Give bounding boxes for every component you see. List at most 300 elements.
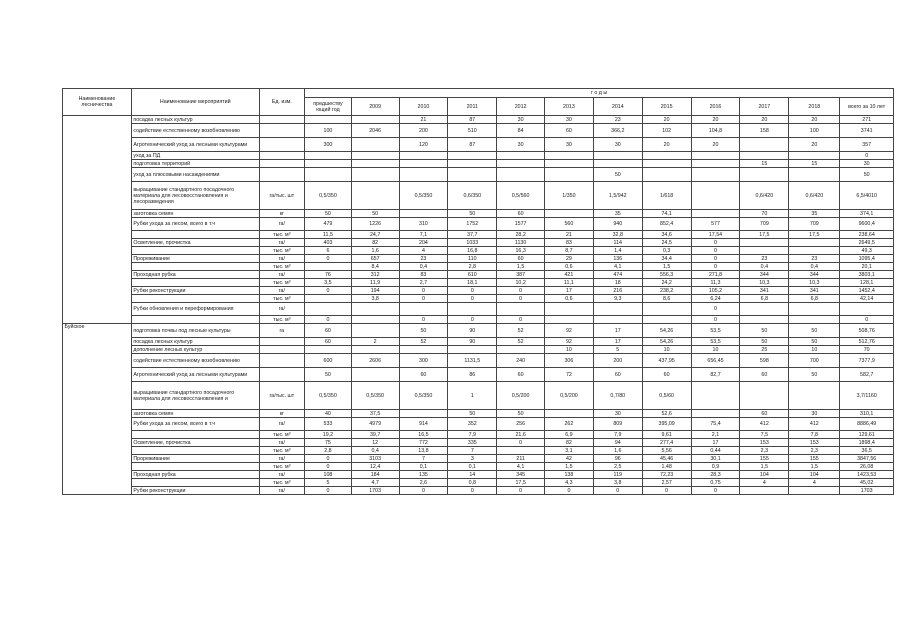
value-cell <box>399 410 448 418</box>
value-cell: 366,2 <box>593 124 642 138</box>
value-cell <box>740 138 789 152</box>
unit-cell: га/ <box>259 239 305 247</box>
value-cell: 1,5/942 <box>593 182 642 210</box>
value-cell: 102 <box>642 124 691 138</box>
activity-cell <box>131 447 259 455</box>
value-cell: 30 <box>544 138 593 152</box>
activity-cell <box>131 279 259 287</box>
value-cell: 2 <box>351 338 399 346</box>
unit-cell: тыс. м³ <box>259 463 305 471</box>
unit-cell: га/ <box>259 418 305 431</box>
value-cell <box>789 152 840 160</box>
value-cell: 30,1 <box>691 455 740 463</box>
unit-cell: тыс. м³ <box>259 431 305 439</box>
value-cell: 277,4 <box>642 439 691 447</box>
unit-cell <box>259 338 305 346</box>
value-cell: 1,5 <box>544 463 593 471</box>
value-cell: 30 <box>497 138 545 152</box>
value-cell: 4,7 <box>351 479 399 487</box>
value-cell: 357 <box>840 138 894 152</box>
unit-cell <box>259 124 305 138</box>
table-row <box>63 295 894 303</box>
value-cell: 90 <box>448 324 497 338</box>
value-cell <box>399 303 448 316</box>
value-cell: 2,3 <box>789 447 840 455</box>
value-cell: 4 <box>740 479 789 487</box>
value-cell: 50 <box>305 210 352 218</box>
value-cell: 0,7/80 <box>593 382 642 410</box>
table-row <box>63 218 894 231</box>
value-cell: 20 <box>740 116 789 124</box>
value-cell: 0,6 <box>544 263 593 271</box>
value-cell <box>351 346 399 354</box>
value-cell: 474 <box>593 271 642 279</box>
value-cell: 0,5/200 <box>544 382 593 410</box>
value-cell: 54,26 <box>642 338 691 346</box>
activity-cell: Агротехнический уход за лесными культурами <box>131 368 259 382</box>
value-cell: 50 <box>593 168 642 182</box>
table-row <box>63 324 894 338</box>
value-cell: 60 <box>642 368 691 382</box>
value-cell: 17,54 <box>691 231 740 239</box>
value-cell <box>351 138 399 152</box>
table-row <box>63 255 894 263</box>
value-cell: 510 <box>448 124 497 138</box>
value-cell: 238,2 <box>642 287 691 295</box>
value-cell: 6,8 <box>740 295 789 303</box>
value-cell: 240 <box>497 354 545 368</box>
value-cell: 577 <box>691 218 740 231</box>
value-cell: 72 <box>544 368 593 382</box>
value-cell: 0,9 <box>691 463 740 471</box>
table-row <box>63 382 894 410</box>
value-cell: 30 <box>593 138 642 152</box>
unit-cell <box>259 160 305 168</box>
value-cell <box>544 160 593 168</box>
value-cell: 5,56 <box>642 447 691 455</box>
value-cell: 54,26 <box>642 324 691 338</box>
value-cell: 52 <box>497 324 545 338</box>
table-row <box>63 271 894 279</box>
value-cell <box>351 324 399 338</box>
value-cell <box>399 160 448 168</box>
value-cell: 11,3 <box>691 279 740 287</box>
table-row <box>63 471 894 479</box>
value-cell: 7 <box>399 455 448 463</box>
value-cell: 20 <box>691 138 740 152</box>
value-cell: 4979 <box>351 418 399 431</box>
activity-cell: уход за ПД <box>131 152 259 160</box>
value-cell: 0 <box>840 316 894 324</box>
header-year-col: 2012 <box>497 98 545 116</box>
value-cell <box>691 160 740 168</box>
header-unit: Ед. изм. <box>259 89 305 116</box>
value-cell: 1,6 <box>351 247 399 255</box>
value-cell: 0 <box>497 439 545 447</box>
forestry-plan-table <box>62 88 894 495</box>
value-cell: 271,8 <box>691 271 740 279</box>
value-cell: 50 <box>399 324 448 338</box>
table-row <box>63 439 894 447</box>
unit-cell: га/ <box>259 487 305 495</box>
unit-cell: тыс. м³ <box>259 279 305 287</box>
value-cell: 30 <box>789 410 840 418</box>
value-cell: 7,8 <box>789 431 840 439</box>
value-cell: 0 <box>497 295 545 303</box>
value-cell: 1577 <box>497 218 545 231</box>
value-cell: 2046 <box>351 124 399 138</box>
value-cell: 387 <box>497 271 545 279</box>
table-row <box>63 346 894 354</box>
value-cell: 0 <box>497 316 545 324</box>
value-cell <box>497 303 545 316</box>
value-cell: 76 <box>305 271 352 279</box>
value-cell: 0 <box>691 487 740 495</box>
unit-cell: га/ <box>259 255 305 263</box>
value-cell <box>691 210 740 218</box>
value-cell: 256 <box>497 418 545 431</box>
value-cell: 7,9 <box>593 431 642 439</box>
value-cell: 0 <box>448 316 497 324</box>
value-cell: 479 <box>305 218 352 231</box>
value-cell: 0,6 <box>544 295 593 303</box>
value-cell: 1,48 <box>642 463 691 471</box>
unit-cell <box>259 368 305 382</box>
value-cell: 14 <box>448 471 497 479</box>
value-cell: 1,5 <box>789 463 840 471</box>
value-cell <box>740 152 789 160</box>
value-cell: 10,3 <box>789 279 840 287</box>
value-cell: 60 <box>305 324 352 338</box>
activities-table <box>62 88 894 495</box>
value-cell: 60 <box>544 124 593 138</box>
value-cell: 0,5/350 <box>305 382 352 410</box>
value-cell: 0 <box>448 487 497 495</box>
value-cell: 0,6/350 <box>448 182 497 210</box>
value-cell: 556,3 <box>642 271 691 279</box>
value-cell: 20 <box>789 116 840 124</box>
value-cell: 82 <box>351 239 399 247</box>
value-cell: 0 <box>399 295 448 303</box>
unit-cell: га/ <box>259 218 305 231</box>
header-year-col: 2009 <box>351 98 399 116</box>
value-cell: 9600,4 <box>840 218 894 231</box>
value-cell: 0 <box>691 255 740 263</box>
value-cell: 211 <box>497 455 545 463</box>
value-cell: 86 <box>448 368 497 382</box>
value-cell: 3847,56 <box>840 455 894 463</box>
value-cell: 194 <box>351 287 399 295</box>
unit-cell <box>259 354 305 368</box>
table-row <box>63 247 894 255</box>
value-cell: 1423,53 <box>840 471 894 479</box>
value-cell <box>593 316 642 324</box>
activity-cell <box>131 231 259 239</box>
unit-cell <box>259 152 305 160</box>
value-cell: 403 <box>305 239 352 247</box>
value-cell: 0 <box>691 303 740 316</box>
value-cell <box>642 160 691 168</box>
value-cell: 20 <box>642 116 691 124</box>
value-cell <box>305 152 352 160</box>
value-cell: 0,4 <box>789 263 840 271</box>
value-cell: 598 <box>740 354 789 368</box>
value-cell <box>740 316 789 324</box>
value-cell: 2,6 <box>399 479 448 487</box>
value-cell: 92 <box>544 324 593 338</box>
value-cell <box>351 316 399 324</box>
value-cell: 341 <box>789 287 840 295</box>
value-cell: 1033 <box>448 239 497 247</box>
value-cell: 852,4 <box>642 218 691 231</box>
value-cell: 21,6 <box>497 431 545 439</box>
value-cell: 2,8 <box>305 447 352 455</box>
value-cell: 70 <box>740 210 789 218</box>
value-cell <box>740 247 789 255</box>
value-cell: 82,7 <box>691 368 740 382</box>
header-year-col: предшеству ющий год <box>305 98 352 116</box>
value-cell: 6 <box>305 247 352 255</box>
value-cell: 37,7 <box>448 231 497 239</box>
value-cell: 7,5 <box>740 431 789 439</box>
header-year-col: всего за 10 лет <box>840 98 894 116</box>
value-cell: 17,5 <box>789 231 840 239</box>
activity-cell: Проходная рубка <box>131 271 259 279</box>
value-cell: 2,1 <box>691 431 740 439</box>
activity-cell: Осветление, прочистка <box>131 439 259 447</box>
value-cell: 104,8 <box>691 124 740 138</box>
value-cell: 138 <box>544 471 593 479</box>
value-cell: 238,64 <box>840 231 894 239</box>
value-cell: 26,08 <box>840 463 894 471</box>
table-row <box>63 418 894 431</box>
value-cell: 30 <box>593 410 642 418</box>
value-cell: 114 <box>593 239 642 247</box>
value-cell: 36,5 <box>840 447 894 455</box>
value-cell: 28,2 <box>497 231 545 239</box>
value-cell <box>351 168 399 182</box>
value-cell: 310,1 <box>840 410 894 418</box>
value-cell: 20 <box>691 116 740 124</box>
activity-cell: подготовка территорий <box>131 160 259 168</box>
unit-cell: га/ <box>259 303 305 316</box>
activity-cell <box>131 463 259 471</box>
value-cell <box>789 303 840 316</box>
header-forestry: Наименование лесничества <box>63 89 132 116</box>
value-cell: 11,9 <box>351 279 399 287</box>
unit-cell: га <box>259 324 305 338</box>
value-cell: 7377,9 <box>840 354 894 368</box>
value-cell: 262 <box>544 418 593 431</box>
table-row <box>63 354 894 368</box>
value-cell: 17 <box>691 439 740 447</box>
value-cell: 200 <box>399 124 448 138</box>
header-year-col: 2016 <box>691 98 740 116</box>
value-cell: 8,6 <box>642 295 691 303</box>
value-cell: 128,1 <box>840 279 894 287</box>
value-cell: 25 <box>740 346 789 354</box>
value-cell: 0 <box>399 287 448 295</box>
value-cell: 0,6/420 <box>789 182 840 210</box>
table-row <box>63 479 894 487</box>
value-cell: 3,7/1160 <box>840 382 894 410</box>
value-cell <box>305 346 352 354</box>
value-cell: 3803,1 <box>840 271 894 279</box>
value-cell: 0 <box>305 463 352 471</box>
value-cell <box>691 182 740 210</box>
value-cell: 11,1 <box>544 279 593 287</box>
value-cell: 96 <box>593 455 642 463</box>
value-cell: 1/350 <box>544 182 593 210</box>
value-cell <box>740 168 789 182</box>
value-cell: 610 <box>448 271 497 279</box>
value-cell: 700 <box>789 354 840 368</box>
table-row <box>63 116 894 124</box>
activity-cell <box>131 263 259 271</box>
activity-cell: подготовка почвы под лесные культуры <box>131 324 259 338</box>
value-cell: 9,61 <box>642 431 691 439</box>
table-row <box>63 152 894 160</box>
activity-cell: Рубки реконструкции <box>131 487 259 495</box>
value-cell: 1,5 <box>497 263 545 271</box>
value-cell: 312 <box>351 271 399 279</box>
value-cell: 10 <box>691 346 740 354</box>
value-cell: 11,5 <box>305 231 352 239</box>
value-cell: 809 <box>593 418 642 431</box>
value-cell <box>497 160 545 168</box>
activity-cell: выращивание стандартного посадочного материала для лесовосстановления и лесоразведения <box>131 182 259 210</box>
value-cell: 0 <box>497 287 545 295</box>
unit-cell: тыс. м³ <box>259 247 305 255</box>
activity-cell: выращивание стандартного посадочного материала для лесовосстановления и <box>131 382 259 410</box>
value-cell: 3,1 <box>544 447 593 455</box>
value-cell <box>789 239 840 247</box>
activity-cell <box>131 316 259 324</box>
value-cell: 0,5/350 <box>305 182 352 210</box>
unit-cell: га/ <box>259 287 305 295</box>
value-cell <box>399 152 448 160</box>
value-cell: 104 <box>740 471 789 479</box>
activity-cell: посадка лесных культур <box>131 338 259 346</box>
value-cell: 52 <box>497 338 545 346</box>
value-cell: 23 <box>740 255 789 263</box>
value-cell: 8,7 <box>544 247 593 255</box>
value-cell: 15 <box>740 160 789 168</box>
value-cell: 0,4 <box>740 263 789 271</box>
value-cell: 10 <box>544 346 593 354</box>
header-year-col: 2015 <box>642 98 691 116</box>
value-cell: 10,2 <box>497 279 545 287</box>
value-cell: 23 <box>593 116 642 124</box>
value-cell <box>305 116 352 124</box>
value-cell <box>740 487 789 495</box>
value-cell: 34,4 <box>642 255 691 263</box>
value-cell <box>740 303 789 316</box>
value-cell: 108 <box>305 471 352 479</box>
value-cell: 30 <box>544 116 593 124</box>
header-year-col: 2013 <box>544 98 593 116</box>
value-cell: 17 <box>593 324 642 338</box>
value-cell: 87 <box>448 138 497 152</box>
value-cell: 2,8 <box>448 263 497 271</box>
value-cell: 184 <box>351 471 399 479</box>
unit-cell <box>259 346 305 354</box>
header-activity: Наименование мероприятий <box>131 89 259 116</box>
value-cell <box>691 410 740 418</box>
unit-cell: тыс. м³ <box>259 316 305 324</box>
value-cell <box>740 382 789 410</box>
value-cell: 30 <box>497 116 545 124</box>
unit-cell: га/тыс. шт <box>259 382 305 410</box>
value-cell: 341 <box>740 287 789 295</box>
value-cell <box>691 152 740 160</box>
value-cell: 300 <box>399 354 448 368</box>
value-cell: 344 <box>740 271 789 279</box>
value-cell: 10 <box>789 346 840 354</box>
value-cell <box>305 168 352 182</box>
value-cell: 60 <box>593 368 642 382</box>
value-cell: 657 <box>351 255 399 263</box>
value-cell: 50 <box>305 368 352 382</box>
value-cell: 35 <box>789 210 840 218</box>
forestry-name-cell: Буйское <box>63 324 132 495</box>
value-cell: 50 <box>740 338 789 346</box>
value-cell: 0 <box>305 455 352 463</box>
table-row <box>63 368 894 382</box>
activity-cell: посадка лесных культур <box>131 116 259 124</box>
value-cell <box>448 303 497 316</box>
value-cell: 75,4 <box>691 418 740 431</box>
value-cell <box>544 303 593 316</box>
value-cell: 2,57 <box>642 479 691 487</box>
value-cell: 2,3 <box>740 447 789 455</box>
value-cell: 656,45 <box>691 354 740 368</box>
value-cell: 60 <box>497 255 545 263</box>
value-cell: 24,5 <box>642 239 691 247</box>
value-cell: 3741 <box>840 124 894 138</box>
value-cell: 16,5 <box>399 431 448 439</box>
header-year-col: 2018 <box>789 98 840 116</box>
value-cell <box>448 160 497 168</box>
value-cell: 60 <box>497 368 545 382</box>
value-cell: 60 <box>497 210 545 218</box>
table-row <box>63 138 894 152</box>
value-cell: 155 <box>789 455 840 463</box>
value-cell: 0 <box>691 239 740 247</box>
value-cell: 0 <box>840 152 894 160</box>
value-cell <box>305 295 352 303</box>
value-cell: 4,3 <box>544 479 593 487</box>
table-row <box>63 231 894 239</box>
value-cell: 344 <box>789 271 840 279</box>
value-cell: 772 <box>399 439 448 447</box>
value-cell: 35 <box>593 210 642 218</box>
value-cell: 12,4 <box>351 463 399 471</box>
value-cell: 508,76 <box>840 324 894 338</box>
value-cell: 52,6 <box>642 410 691 418</box>
value-cell <box>351 303 399 316</box>
value-cell <box>305 303 352 316</box>
value-cell: 16,8 <box>448 247 497 255</box>
table-row <box>63 463 894 471</box>
value-cell: 17 <box>544 287 593 295</box>
value-cell <box>497 152 545 160</box>
table-row <box>63 455 894 463</box>
activity-cell <box>131 479 259 487</box>
activity-cell: Проходная рубка <box>131 471 259 479</box>
value-cell: 914 <box>399 418 448 431</box>
value-cell: 23 <box>399 255 448 263</box>
